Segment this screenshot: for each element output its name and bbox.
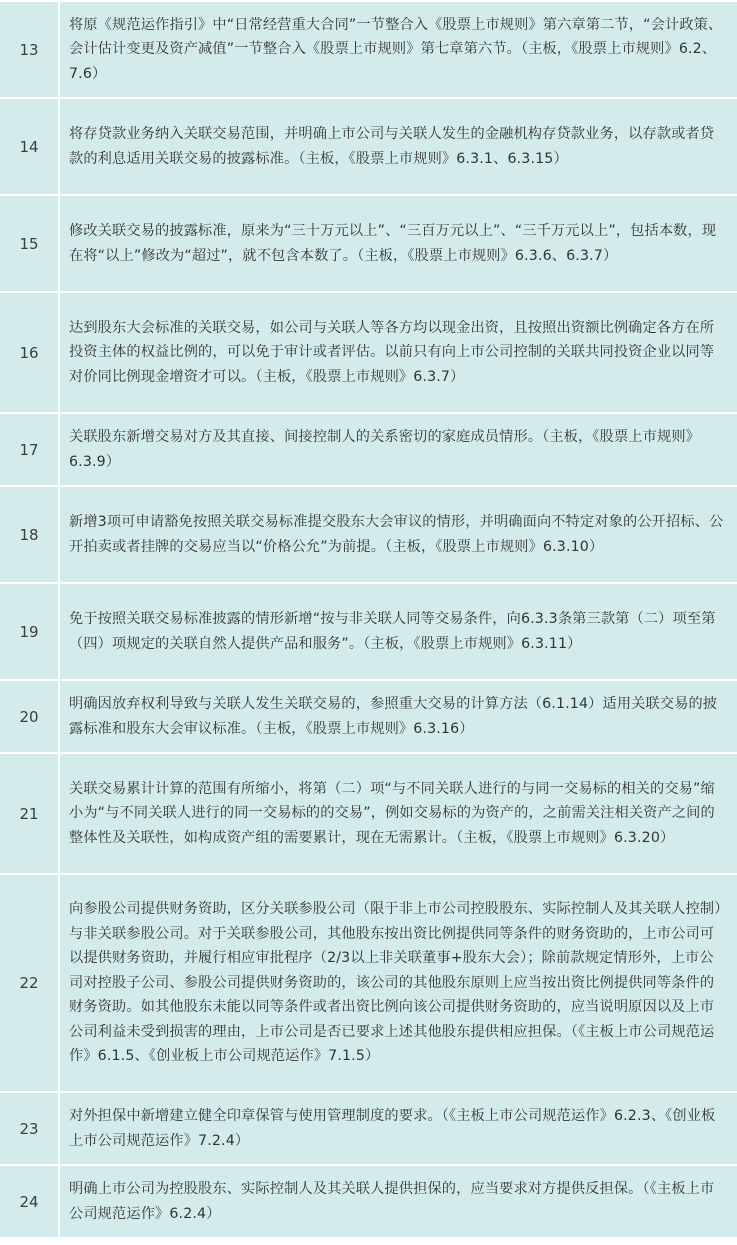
row-text: 明确因放弃权利导致与关联人发生关联交易的，参照重大交易的计算方法（6.1.14）适用关联交易的披露标准和股东大会审议标准。（主板，《股票上市规则》6.3.16） <box>69 696 718 737</box>
row-text: 免于按照关联交易标准披露的情形新增“按与非关联人同等交易条件，向6.3.3条第三款第（二）项至第（四）项规定的关联自然人提供产品和服务”。（主板，《股票上市规则》6.3.11） <box>69 611 716 652</box>
row-number: 18 <box>0 487 60 582</box>
table-row <box>0 414 737 487</box>
row-text: 将原《规范运作指引》中“日常经营重大合同”一节整合入《股票上市规则》第六章第二节，“会计政策、会计估计变更及资产减值”一节整合入《股票上市规则》第七章第六节。（主板，《股票上市规则》6.2、7.6） <box>69 16 723 82</box>
table-row <box>0 1166 737 1239</box>
row-number: 24 <box>0 1166 60 1237</box>
table-row <box>0 293 737 414</box>
row-number: 16 <box>0 293 60 412</box>
row-number: 21 <box>0 754 60 873</box>
table-row <box>0 1093 737 1166</box>
row-text: 修改关联交易的披露标准，原来为“三十万元以上”、“三百万元以上”、“三千万元以上”，包括本数，现在将“以上”修改为“超过”，就不包含本数了。（主板，《股票上市规则》6.3.6、6.3.7） <box>69 223 717 264</box>
row-number: 23 <box>0 1093 60 1164</box>
row-text: 达到股东大会标准的关联交易，如公司与关联人等各方均以现金出资，且按照出资额比例确定各方在所投资主体的权益比例的，可以免于审计或者评估。以前只有向上市公司控制的关联共同投资企业以同等对价同比例现金增资才可以。（主板，《股票上市规则》6.3.7） <box>69 319 715 385</box>
row-number: 17 <box>0 414 60 485</box>
table-row <box>0 754 737 875</box>
row-number: 19 <box>0 584 60 679</box>
row-number: 15 <box>0 196 60 291</box>
row-text: 关联交易累计计算的范围有所缩小，将第（二）项“与不同关联人进行的与同一交易标的相关的交易”缩小为“与不同关联人进行的同一交易标的的交易”，例如交易标的为资产的，之前需关注相关资产之间的整体性及关联性，如构成资产组的需要累计，现在无需累计。（主板，《股票上市规则》6.3.20） <box>69 780 715 846</box>
table-row <box>0 196 737 293</box>
table-row <box>0 584 737 681</box>
table-row <box>0 487 737 584</box>
row-text: 新增3项可申请豁免按照关联交易标准提交股东大会审议的情形，并明确面向不特定对象的公开招标、公开拍卖或者挂牌的交易应当以“价格公允”为前提。（主板，《股票上市规则》6.3.10） <box>69 514 724 555</box>
row-number: 13 <box>0 2 60 97</box>
table-row <box>0 875 737 1093</box>
row-text: 明确上市公司为控股股东、实际控制人及其关联人提供担保的，应当要求对方提供反担保。（《主板上市公司规范运作》6.2.4） <box>69 1181 715 1222</box>
row-number: 14 <box>0 99 60 194</box>
table-row <box>0 681 737 754</box>
row-text: 向参股公司提供财务资助，区分关联参股公司（限于非上市公司控股股东、实际控制人及其关联人控制）与非关联参股公司。对于关联参股公司，其他股东按出资比例提供同等条件的财务资助的，上市公司可以提供财务资助，并履行相应审批程序（2/3以上非关联董事+股东大会）；除前款规定情形外，上市公司对控股子公司、参股公司提供财务资助的，该公司的其他股东原则上应当按出资比例提供同等条件的财务资助。如其他股东未能以同等条件或者出资比例向该公司提供财务资助的，应当说明原因以及上市公司利益未受到损害的理由，上市公司是否已要求上述其他股东提供相应担保。（《主板上市公司规范运作》6.1.5、《创业板上市公司规范运作》7.1.5） <box>69 901 722 1065</box>
table-row <box>0 2 737 99</box>
row-number: 22 <box>0 875 60 1091</box>
row-text: 将存贷款业务纳入关联交易范围，并明确上市公司与关联人发生的金融机构存贷款业务，以存款或者贷款的利息适用关联交易的披露标准。（主板，《股票上市规则》6.3.1、6.3.15） <box>69 126 715 167</box>
table-row <box>0 99 737 196</box>
row-text: 关联股东新增交易对方及其直接、间接控制人的关系密切的家庭成员情形。（主板，《股票上市规则》6.3.9） <box>69 429 700 470</box>
row-number: 20 <box>0 681 60 752</box>
row-text: 对外担保中新增建立健全印章保管与使用管理制度的要求。（《主板上市公司规范运作》6.2.3、《创业板上市公司规范运作》7.2.4） <box>69 1108 716 1149</box>
